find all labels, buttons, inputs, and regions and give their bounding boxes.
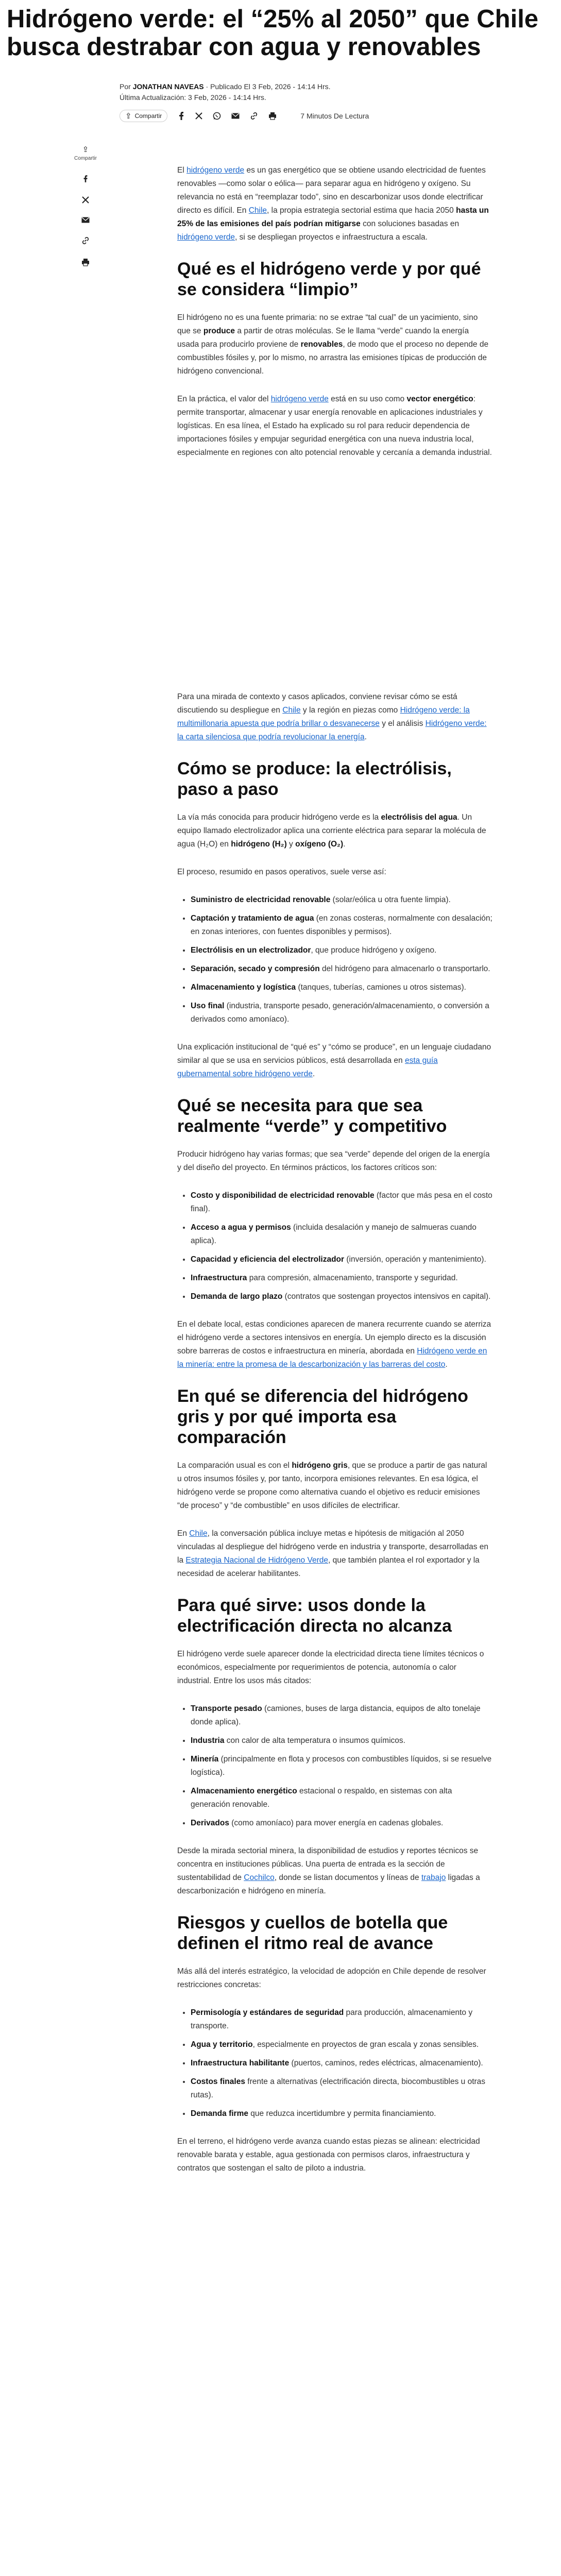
paragraph: En el terreno, el hidrógeno verde avanza cuando estas piezas se alinean: electricidad renovable barata y estable, agua gestionada con permisos claros, infraestructura y contratos que sostengan el salto de piloto a industria.: [177, 2137, 480, 2173]
ad-placeholder: [177, 474, 492, 690]
list-item: • Transporte pesado (camiones, buses de larga distancia, equipos de alto tonelaje donde aplica).: [191, 1702, 492, 1729]
list-item: • Capacidad y eficiencia del electrolizador (inversión, operación y mantenimiento).: [191, 1253, 492, 1266]
x-icon: [82, 196, 89, 204]
paragraph: La vía más conocida para producir hidrógeno verde es la electrólisis del agua. Un equipo llamado electrolizador aplica una corriente eléctrica para separar la molécula de agua (H₂O) en hidrógeno (H₂) y oxígeno (O₂).: [177, 813, 486, 849]
rail-link-button[interactable]: [81, 236, 90, 245]
link-cochilco[interactable]: Cochilco: [244, 1873, 275, 1882]
rail-email-button[interactable]: [81, 217, 90, 223]
author-link[interactable]: JONATHAN NAVEAS: [132, 82, 204, 91]
list-item: • Separación, secado y compresión del hidrógeno para almacenarlo o transportarlo.: [191, 962, 492, 976]
whatsapp-icon: [213, 112, 221, 120]
share-bar: [120, 109, 449, 123]
list-item: • Suministro de electricidad renovable (solar/eólica u otra fuente limpia).: [191, 893, 492, 907]
list-item: • Electrólisis en un electrolizador, que produce hidrógeno y oxígeno.: [191, 944, 492, 957]
rail-print-button[interactable]: [81, 258, 90, 266]
link-icon: [81, 236, 90, 245]
rail-share-button[interactable]: [82, 145, 89, 154]
link-icon: [250, 112, 258, 120]
share-rail: [70, 145, 101, 266]
section-heading: Cómo se produce: la electrólisis, paso a paso: [177, 759, 452, 799]
paragraph: El hidrógeno verde suele aparecer donde la electricidad directa tiene límites técnicos o económicos, especialmente por requerimientos de potencia, autonomía o calor industrial. Entre los usos más citados:: [177, 1650, 484, 1685]
paragraph: En el debate local, estas condiciones aparecen de manera recurrente cuando se aterriza el hidrógeno verde a sectores intensivos en energía. Un ejemplo directo es la discusión sobre barreras de costos e infraestructura en minería, abordada en Hidrógeno verde en la minería: entre la promesa de la descarbonización y las barreras del costo.: [177, 1320, 491, 1369]
list-item: • Infraestructura habilitante (puertos, caminos, redes eléctricas, almacenamiento).: [191, 2057, 492, 2070]
list-item: • Demanda firme que reduzca incertidumbre y permita financiamiento.: [191, 2107, 492, 2121]
steps-list: [177, 893, 492, 1026]
paragraph: En Chile, la conversación pública incluye metas e hipótesis de mitigación al 2050 vinculadas al despliegue del hidrógeno verde en industria y transporte, desarrolladas en la Estrategia Nacional de Hidrógeno Verde, que también plantea el rol exportador y la necesidad de acelerar habilitantes.: [177, 1529, 489, 1578]
section-heading: Qué es el hidrógeno verde y por qué se considera “limpio”: [177, 259, 481, 299]
list-item: • Industria con calor de alta temperatura o insumos químicos.: [191, 1734, 492, 1748]
list-item: • Infraestructura para compresión, almacenamiento, transporte y seguridad.: [191, 1272, 492, 1285]
link-chile[interactable]: Chile: [189, 1529, 208, 1538]
list-item: • Costo y disponibilidad de electricidad renovable (factor que más pesa en el costo final).: [191, 1189, 492, 1216]
risks-list: [177, 2006, 492, 2121]
print-icon: [81, 258, 90, 266]
link-trabajo[interactable]: trabajo: [421, 1873, 446, 1882]
list-item: • Captación y tratamiento de agua (en zonas costeras, normalmente con desalación; en zonas interiores, con fuentes disponibles y permisos).: [191, 912, 492, 939]
paragraph: El proceso, resumido en pasos operativos, suele verse así:: [177, 868, 386, 876]
paragraph: Para una mirada de contexto y casos aplicados, conviene revisar cómo se está discutiendo su despliegue en Chile y la región en piezas como Hidrógeno verde: la multimillonaria apuesta que podría brillar o desvanecerse y el análisis Hidrógeno verde: la carta silenciosa que podría revolucionar la energía.: [177, 692, 487, 741]
link-chile[interactable]: Chile: [282, 706, 301, 715]
uses-list: [177, 1702, 492, 1830]
rail-facebook-button[interactable]: [82, 175, 89, 183]
published-date: Publicado El 3 Feb, 2026 - 14:14 Hrs.: [210, 82, 331, 91]
list-item: • Permisología y estándares de seguridad para producción, almacenamiento y transporte.: [191, 2006, 492, 2033]
paragraph: Desde la mirada sectorial minera, la disponibilidad de estudios y reportes técnicos se concentra en instituciones públicas. Una puerta de entrada es la sección de sustentabilidad de Cochilco, donde se listan documentos y líneas de trabajo ligadas a descarbonización e hidrógeno en minería.: [177, 1846, 480, 1895]
paragraph: El hidrógeno no es una fuente primaria: no se extrae “tal cual” de un yacimiento, sino que se produce a partir de otras moléculas. Se le llama “verde” cuando la energía usada para producirlo proviene de renovables, de modo que el proceso no depende de combustibles fósiles y, por lo mismo, no arrastra las emisiones típicas de producción de hidrógeno convencional.: [177, 313, 489, 376]
section-heading: Qué se necesita para que sea realmente “verde” y competitivo: [177, 1096, 447, 1136]
email-icon: [81, 217, 90, 223]
link-related-article[interactable]: Hidrógeno verde en la minería: entre la promesa de la descarbonización y las barreras del costo: [177, 1347, 487, 1369]
list-item: • Almacenamiento energético estacional o respaldo, en sistemas con alta generación renovable.: [191, 1785, 492, 1811]
list-item: • Uso final (industria, transporte pesado, generación/almacenamiento, o conversión a derivados como amoníaco).: [191, 999, 492, 1026]
share-icon: ⇪: [125, 111, 132, 121]
facebook-icon: [82, 175, 89, 183]
reading-time: 7 Minutos De Lectura: [300, 112, 369, 120]
share-button[interactable]: [120, 110, 167, 122]
intro-paragraph: El hidrógeno verde es un gas energético que se obtiene usando electricidad de fuentes renovables —como solar o eólica— para separar agua en hidrógeno y oxígeno. Su relevancia no está en “reemplazar todo”, sino en descarbonizar usos donde electrificar directo es difícil. En Chile, la propia estrategia sectorial estima que hacia 2050 hasta un 25% de las emisiones del país podrían mitigarse con soluciones basadas en hidrógeno verde, si se despliegan proyectos e infraestructura a escala.: [177, 166, 489, 242]
paragraph: Más allá del interés estratégico, la velocidad de adopción en Chile depende de resolver restricciones concretas:: [177, 1967, 486, 1989]
section-heading: Riesgos y cuellos de botella que definen el ritmo real de avance: [177, 1913, 448, 1953]
list-item: • Almacenamiento y logística (tanques, tuberías, camiones u otros sistemas).: [191, 981, 492, 994]
link-hidrogeno-verde[interactable]: hidrógeno verde: [186, 166, 245, 175]
print-icon: [268, 112, 277, 120]
article-body: [177, 164, 492, 2190]
share-icon: ⇪: [82, 145, 89, 154]
section-heading: En qué se diferencia del hidrógeno gris y por qué importa esa comparación: [177, 1386, 468, 1447]
paragraph: Una explicación institucional de “qué es” y “cómo se produce”, en un lenguaje ciudadano similar al que se usa en servicios públicos, está desarrollada en esta guía gubernamental sobre hidrógeno verde.: [177, 1043, 491, 1078]
copy-link-button[interactable]: [250, 112, 258, 120]
share-label: Compartir: [134, 112, 162, 120]
published-separator: ·: [206, 82, 209, 91]
article-title: Hidrógeno verde: el “25% al 2050” que Chile busca destrabar con agua y renovables: [7, 5, 539, 61]
x-icon: [195, 112, 202, 120]
paragraph: La comparación usual es con el hidrógeno gris, que se produce a partir de gas natural u otros insumos fósiles y, por tanto, incorpora emisiones relevantes. En esa lógica, el hidrógeno verde se propone como alternativa cuando el objetivo es reducir emisiones “de proceso” y “de combustible” en usos difíciles de electrificar.: [177, 1461, 487, 1510]
facebook-share-button[interactable]: [178, 112, 185, 120]
paragraph: Producir hidrógeno hay varias formas; que sea “verde” depende del origen de la energía y del diseño del proyecto. En términos prácticos, los factores críticos son:: [177, 1150, 490, 1172]
list-item: • Agua y territorio, especialmente en proyectos de gran escala y zonas sensibles.: [191, 2038, 492, 2052]
link-related-article[interactable]: Hidrógeno verde: la multimillonaria apuesta que podría brillar o desvanecerse: [177, 706, 470, 728]
list-item: • Costos finales frente a alternativas (electrificación directa, biocombustibles u otras rutas).: [191, 2075, 492, 2102]
link-gov-guide[interactable]: esta guía gubernamental sobre hidrógeno verde: [177, 1056, 438, 1078]
link-hidrogeno-verde[interactable]: hidrógeno verde: [177, 233, 235, 242]
email-icon: [231, 113, 240, 119]
link-chile[interactable]: Chile: [248, 206, 267, 215]
paragraph: En la práctica, el valor del hidrógeno verde está en su uso como vector energético: permite transportar, almacenar y usar energía renovable en aplicaciones industriales y logísticas. En esa línea, el Estado ha explicado su rol para reducir dependencia de importaciones fósiles y empujar seguridad energética con una nueva industria local, especialmente en regiones con alto potencial renovable y cercanía a demanda industrial.: [177, 395, 492, 457]
rail-x-button[interactable]: [82, 196, 89, 204]
link-national-strategy[interactable]: Estrategia Nacional de Hidrógeno Verde: [185, 1556, 328, 1565]
whatsapp-share-button[interactable]: [213, 112, 221, 120]
email-share-button[interactable]: [231, 113, 240, 119]
rail-share-label: Compartir: [74, 156, 97, 161]
byline: [120, 82, 331, 91]
list-item: • Acceso a agua y permisos (incluida desalación y manejo de salmueras cuando aplica).: [191, 1221, 492, 1248]
list-item: • Demanda de largo plazo (contratos que sostengan proyectos intensivos en capital).: [191, 1290, 492, 1303]
byline-prefix: Por: [120, 82, 131, 91]
updated-date: Última Actualización: 3 Feb, 2026 - 14:14 Hrs.: [120, 93, 266, 101]
link-hidrogeno-verde[interactable]: hidrógeno verde: [270, 395, 329, 403]
factors-list: [177, 1189, 492, 1303]
facebook-icon: [178, 112, 185, 120]
list-item: • Minería (principalmente en flota y procesos con combustibles líquidos, si se resuelve logística).: [191, 1753, 492, 1780]
list-item: • Derivados (como amoníaco) para mover energía en cadenas globales.: [191, 1817, 492, 1830]
section-heading: Para qué sirve: usos donde la electrificación directa no alcanza: [177, 1596, 452, 1636]
x-share-button[interactable]: [195, 112, 202, 120]
link-related-article[interactable]: Hidrógeno verde: la carta silenciosa que podría revolucionar la energía: [177, 719, 487, 741]
print-button[interactable]: [268, 112, 277, 120]
